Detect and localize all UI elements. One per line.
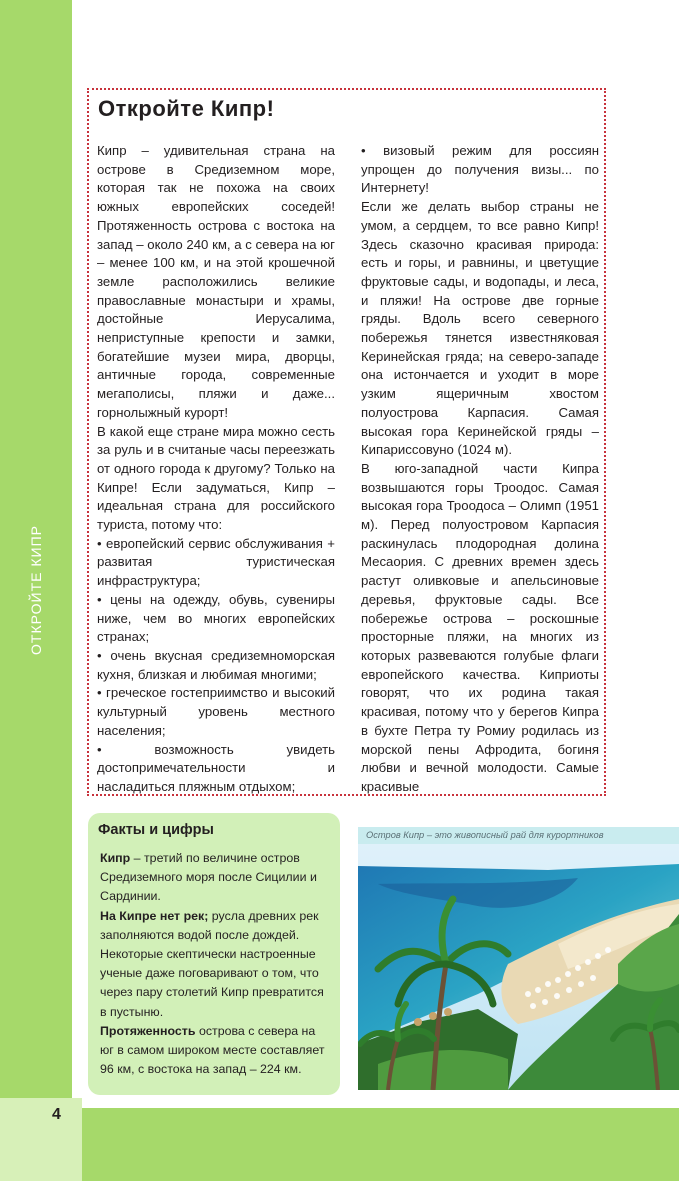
bullet-item: • визовый режим для россиян упрощен до получения визы... по Интернету! <box>361 143 599 196</box>
fact-term: Протяженность <box>100 1023 196 1038</box>
fact-term: Кипр <box>100 851 131 865</box>
fact-item <box>100 1022 332 1080</box>
facts-text <box>100 849 332 1079</box>
page-number: 4 <box>52 1106 61 1123</box>
facts-title: Факты и цифры <box>98 822 214 838</box>
page-number-box <box>0 1098 82 1181</box>
paragraph: Кипр – удивительная страна на острове в Средиземном море, которая так не похожа на своих южных европейских соседей! Протяженность острова с востока на запад – около 240 км, а с севера на юг – менее 100 км, и на этой крошечной земле расположились великие православные монастыри и храмы, достойные Иерусалима, неприступные крепости и замки, богатейшие музеи мира, дворцы, античные города, современные мегаполисы, пляжи и даже... горнолыжный курорт! <box>97 143 335 420</box>
article-column-right <box>361 142 599 797</box>
fact-item <box>100 849 332 907</box>
paragraph: В юго-западной части Кипра возвышаются горы Троодос. Самая высокая гора Троодоса – Олимп (1951 м). Перед полуостровом Карпасия раскинулась плодородная долина Месаория. С древних времен здесь растут оливковые и апельсиновые деревья, фруктовые сады. Все побережье острова – роскошные просторные пляжи, на многих из которых развеваются голубые флаги европейского качества. Киприоты говорят, что их родина такая красивая, потому что у берегов Кипра в бухте Петра ту Ромиу родилась из морской пены Афродита, богиня любви и вечной молодости. Самые красивые <box>361 460 599 794</box>
fact-term: На Кипре нет рек; <box>100 908 209 923</box>
bullet-item: • очень вкусная средиземноморская кухня, близкая и любимая многими; <box>97 647 335 682</box>
fact-description: – третий по величине остров Средиземного моря после Сицилии и Сардинии. <box>100 851 317 904</box>
photo-caption: Остров Кипр – это живописный рай для курортников <box>358 827 679 844</box>
beach-resort-photo <box>358 844 679 1090</box>
bullet-item: • греческое гостеприимство и высокий культурный уровень местного населения; <box>97 685 335 738</box>
fact-description: острова с севера на юг в самом широком месте составляет 96 км, с востока на запад – 224 км. <box>100 1023 325 1077</box>
paragraph: В какой еще стране мира можно сесть за руль и в считаные часы переезжать от одного города к другому? Только на Кипре! Если задуматься, Кипр – идеальная страна для российского туриста, потому что: <box>97 423 335 533</box>
fact-item <box>100 907 332 1022</box>
bullet-item: • европейский сервис обслуживания + развитая туристическая инфраструктура; <box>97 535 335 589</box>
bullet-item: • цены на одежду, обувь, сувениры ниже, чем во многих европейских странах; <box>97 591 335 645</box>
article-column-left <box>97 142 335 797</box>
article-title: Откройте Кипр! <box>98 96 275 121</box>
paragraph: Если же делать выбор страны не умом, а сердцем, то все равно Кипр! Здесь сказочно красивая природа: есть и горы, и равнины, и цветущие фруктовые сады, и водопады, и леса, и пляжи! На острове две горные гряды. Вдоль всего северного побережья тянется известняковая Керинейская гряда; на северо-западе она истончается и уходит в море узким ящеричным хвостом полуострова Карпасия. Самая высокая гора Керинейской гряды – Кипариссовуно (1024 м). <box>361 199 599 458</box>
section-title-vertical: ОТКРОЙТЕ КИПР <box>28 525 44 655</box>
fact-description: русла древних рек заполняются водой после дождей. Некоторые скептически настроенные ученые даже поговаривают о том, что через пару столетий Кипр превратится в пустыню. <box>100 908 324 1019</box>
bottom-band <box>72 1108 679 1181</box>
bullet-item: • возможность увидеть достопримечательности и насладиться пляжным отдыхом; <box>97 741 335 794</box>
